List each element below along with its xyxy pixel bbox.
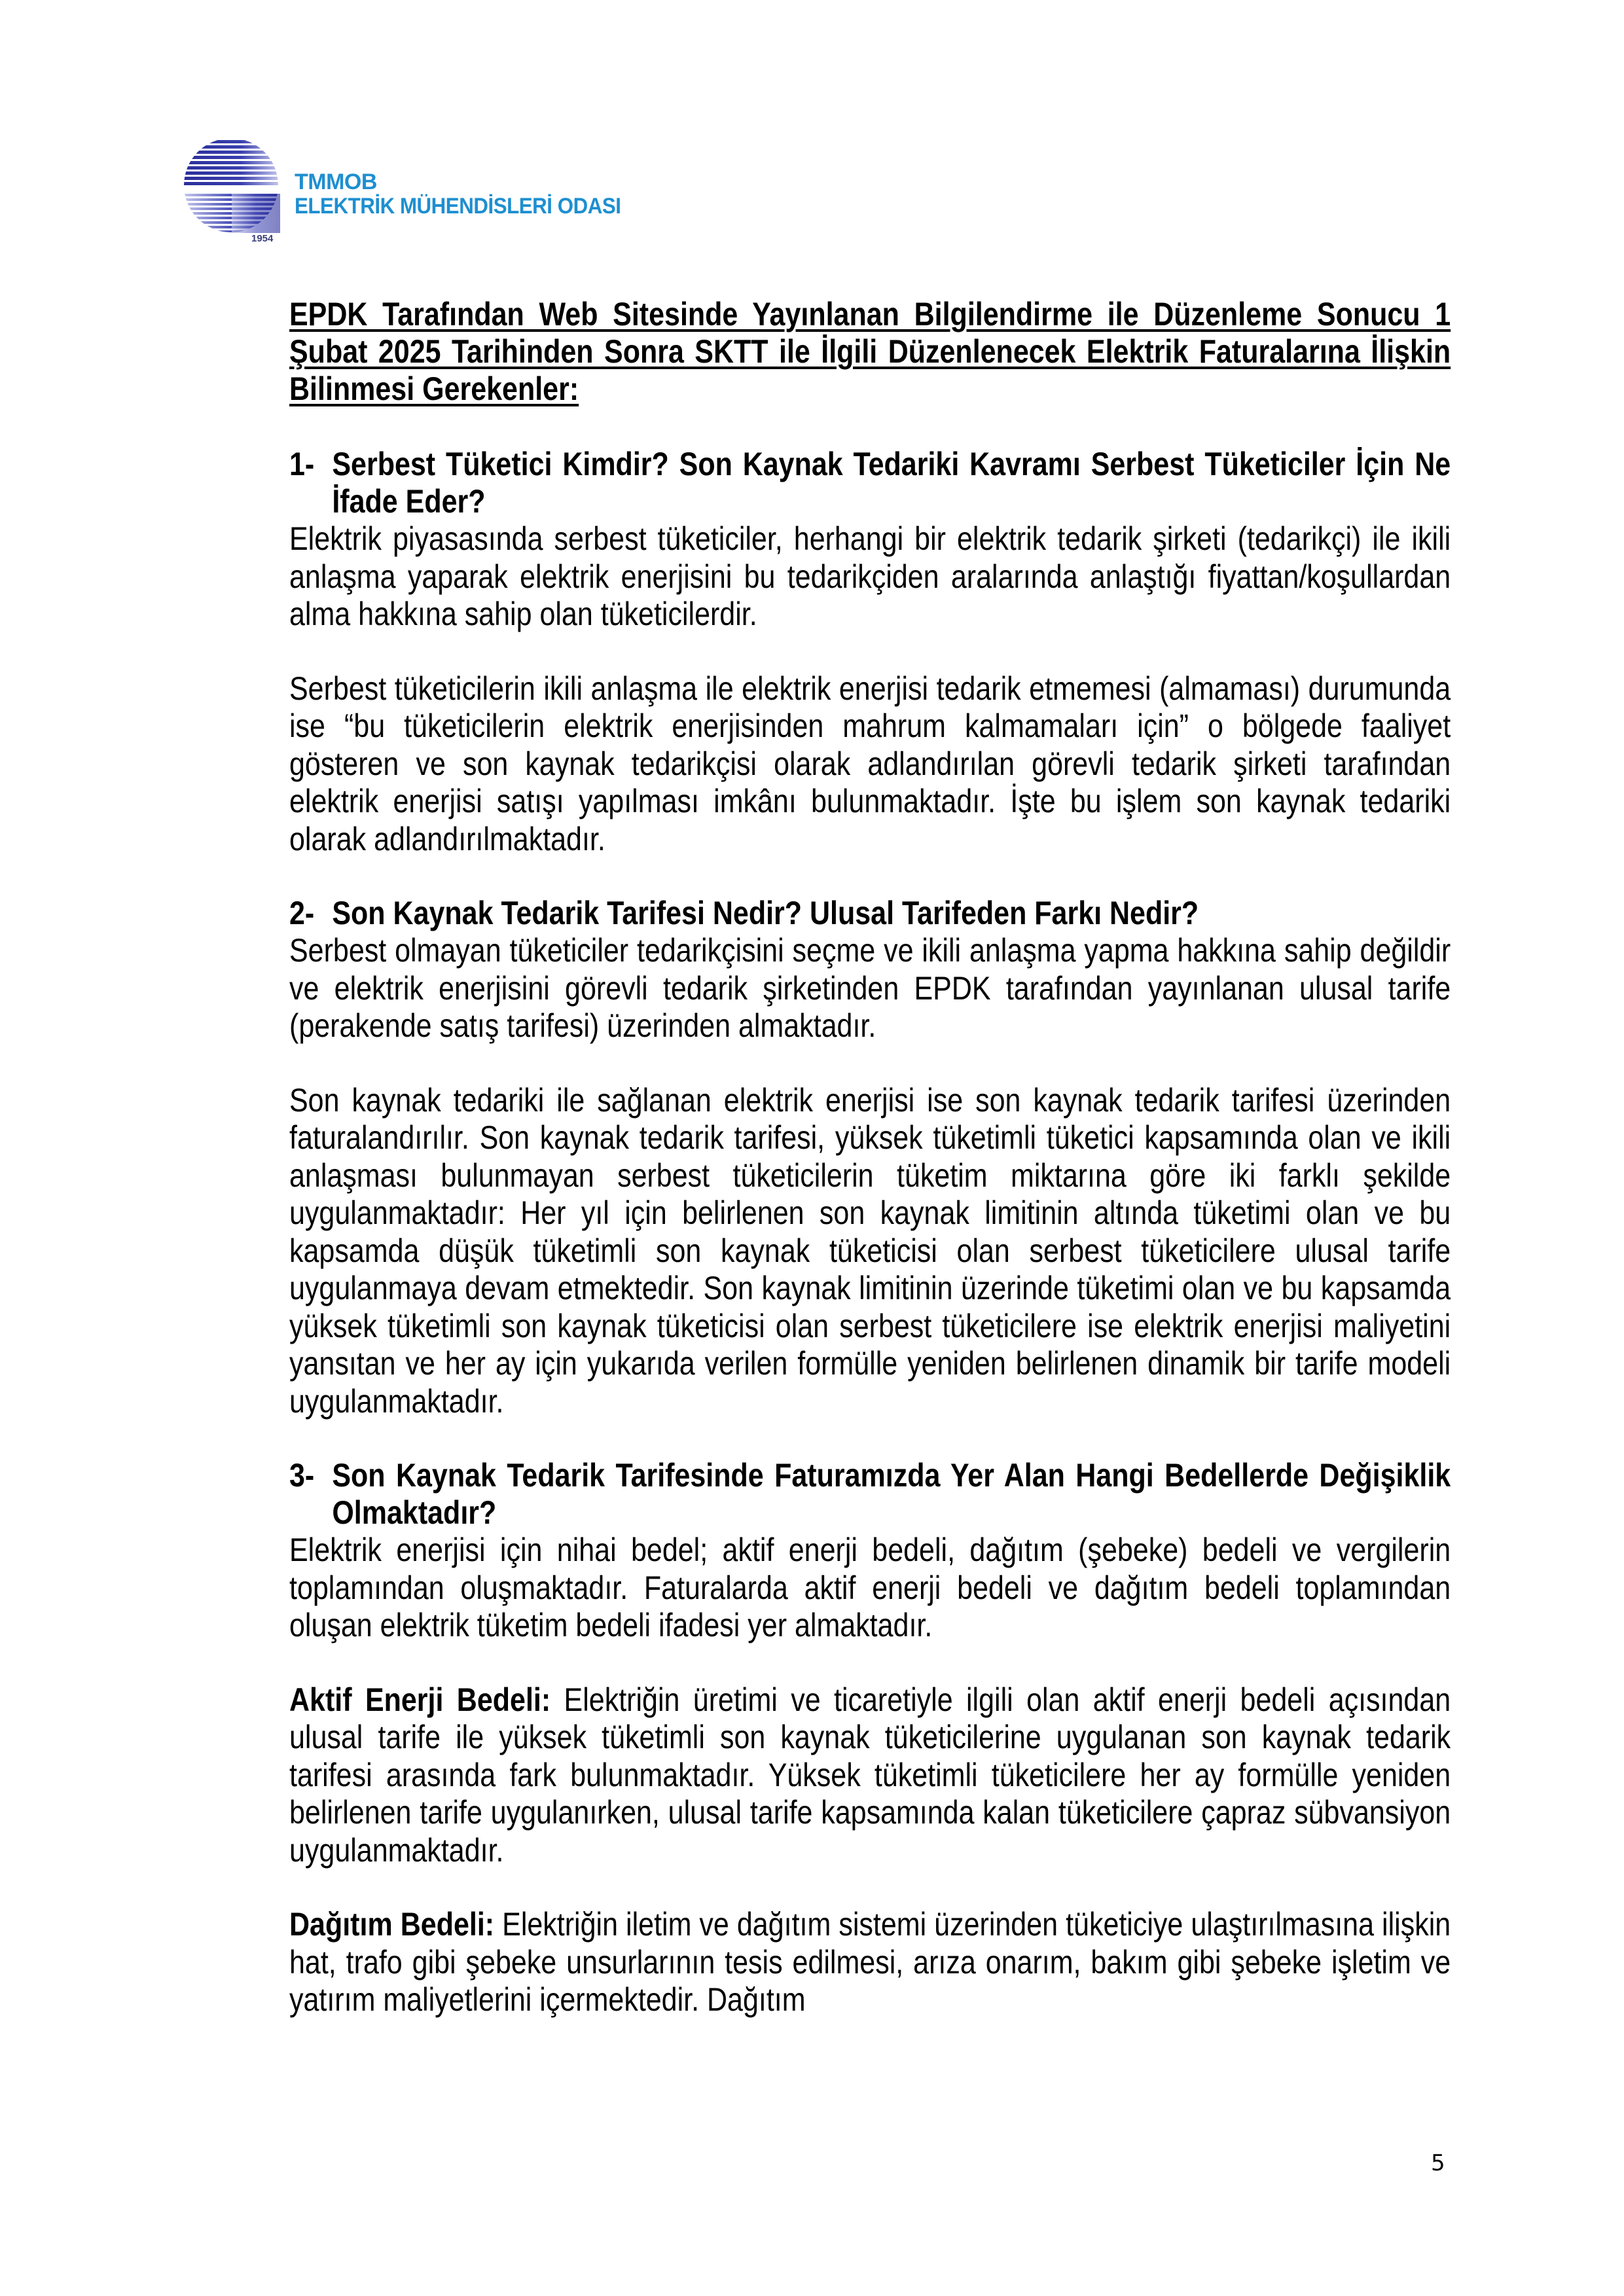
definition-term: Dağıtım Bedeli:	[289, 1906, 495, 1943]
section-heading-text: Son Kaynak Tedarik Tarifesi Nedir? Ulusal Tarifeden Farkı Nedir?	[332, 895, 1199, 931]
logo-org-name	[295, 170, 649, 219]
section-heading-text: Serbest Tüketici Kimdir? Son Kaynak Tedariki Kavramı Serbest Tüketiciler İçin Ne İfade Eder?	[332, 446, 1451, 520]
paragraph: Serbest tüketicilerin ikili anlaşma ile elektrik enerjisi tedarik etmemesi (almaması) durumunda ise “bu tüketicilerin elektrik enerjisinden mahrum kalmamaları için” o bölgede faaliyet gösteren ve son kaynak tedarikçisi olarak adlandırılan görevli tedarik şirketi tarafından elektrik enerjisi satışı yapılması imkânı bulunmaktadır. İşte bu işlem son kaynak tedariki olarak adlandırılmaktadır.	[289, 670, 1451, 857]
section-3-heading	[289, 1457, 1451, 1532]
definition-text: Elektriğin iletim ve dağıtım sistemi üzerinden tüketiciye ulaştırılmasına ilişkin hat, trafo gibi şebeke unsurlarının tesis edilmesi, arıza onarım, bakım gibi şebeke işletim ve yatırım maliyetlerini içermektedir. Dağıtım	[289, 1906, 1451, 2018]
logo-founding-year: 1954	[251, 233, 274, 244]
definition-term: Aktif Enerji Bedeli:	[289, 1681, 551, 1718]
emo-globe-icon	[182, 136, 280, 247]
definition-dagitim-bedeli	[289, 1906, 1451, 2019]
paragraph: Elektrik enerjisi için nihai bedel; aktif enerji bedeli, dağıtım (şebeke) bedeli ve vergilerin toplamından oluşmaktadır. Faturalarda aktif enerji bedeli ve dağıtım bedeli toplamından oluşan elektrik tüketim bedeli ifadesi yer almaktadır.	[289, 1532, 1451, 1643]
logo-org-line2: ELEKTRİK MÜHENDİSLERİ ODASI	[295, 194, 621, 219]
section-heading-text: Son Kaynak Tedarik Tarifesinde Faturamızda Yer Alan Hangi Bedellerde Değişiklik Olmaktadır?	[332, 1457, 1451, 1531]
section-number: 2-	[289, 895, 315, 931]
paragraph: Elektrik piyasasında serbest tüketiciler, herhangi bir elektrik tedarik şirketi (tedarikçi) ile ikili anlaşma yaparak elektrik enerjisini bu tedarikçiden aralarında anlaştığı fiyattan/koşullardan alma hakkına sahip olan tüketicilerdir.	[289, 520, 1451, 632]
section-2-heading	[289, 895, 1451, 932]
section-1-heading	[289, 446, 1451, 520]
emo-logo	[182, 136, 653, 254]
page-number: 5	[1431, 2150, 1445, 2176]
logo-org-line1: TMMOB	[295, 170, 377, 194]
definition-text: Elektriğin üretimi ve ticaretiyle ilgili olan aktif enerji bedeli açısından ulusal tarife ile yüksek tüketimli son kaynak tüketicilerine uygulanan son kaynak tedarik tarifesi arasında fark bulunmaktadır. Yüksek tüketimli tüketicilere her ay formülle yeniden belirlenen tarife uygulanırken, ulusal tarife kapsamında kalan tüketicilere çapraz sübvansiyon uygulanmaktadır.	[289, 1681, 1451, 1869]
section-number: 1-	[289, 446, 315, 482]
paragraph: Son kaynak tedariki ile sağlanan elektrik enerjisi ise son kaynak tedarik tarifesi üzerinden faturalandırılır. Son kaynak tedarik tarifesi, yüksek tüketimli tüketici kapsamında olan ve ikili anlaşması bulunmayan serbest tüketicilerin tüketim miktarına göre iki farklı şekilde uygulanmaktadır: Her yıl için belirlenen son kaynak limitinin altında tüketimi olan ve bu kapsamda düşük tüketimli son kaynak tüketicisi olan serbest tüketicilere ulusal tarife uygulanmaya devam etmektedir. Son kaynak limitinin üzerinde tüketimi olan ve bu kapsamda yüksek tüketimli son kaynak tüketicisi olan serbest tüketicilere ise elektrik enerjisi maliyetini yansıtan ve her ay için yukarıda verilen formülle yeniden belirlenen dinamik bir tarife modeli uygulanmaktadır.	[289, 1081, 1451, 1420]
paragraph: Serbest olmayan tüketiciler tedarikçisini seçme ve ikili anlaşma yapma hakkına sahip değildir ve elektrik enerjisini görevli tedarik şirketinden EPDK tarafından yayınlanan ulusal tarife (perakende satış tarifesi) üzerinden almaktadır.	[289, 932, 1451, 1044]
definition-aktif-enerji-bedeli	[289, 1681, 1451, 1870]
document-body	[289, 296, 1451, 2019]
document-title: EPDK Tarafından Web Sitesinde Yayınlanan Bilgilendirme ile Düzenleme Sonucu 1 Şubat 2025 Tarihinden Sonra SKTT ile İlgili Düzenlenecek Elektrik Faturalarına İlişkin Bilinmesi Gerekenler:	[289, 296, 1451, 407]
section-number: 3-	[289, 1457, 315, 1494]
